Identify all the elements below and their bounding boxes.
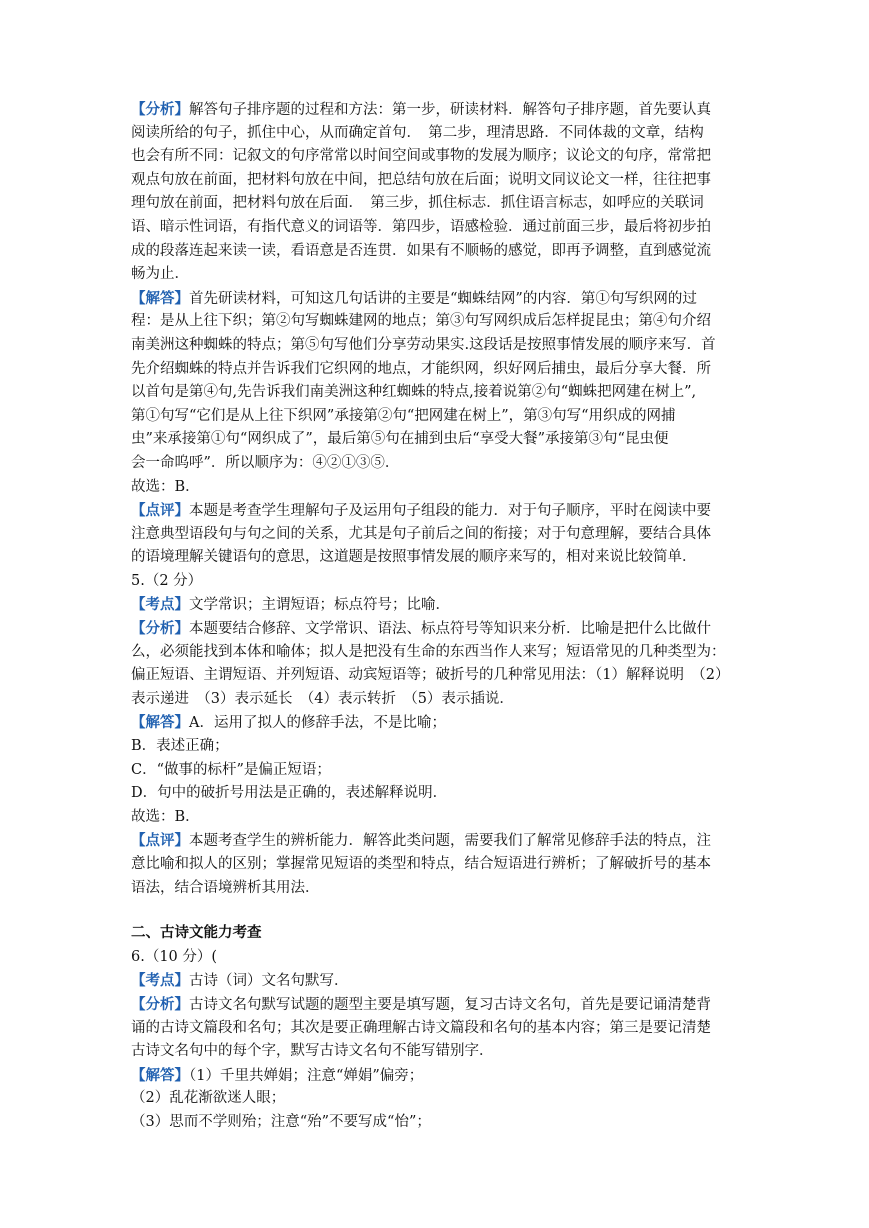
q4-answer-line: 【解答】首先研读材料，可知这几句话讲的主要是“蜘蛛结网”的内容．第①句写织网的过 (131, 289, 697, 307)
q6-analysis-line: 【分析】古诗文名句默写试题的题型主要是填写题，复习古诗文名句，首先是要记诵清楚背 (131, 995, 711, 1013)
q4-answer-line: 南美洲这种蜘蛛的特点；第⑤句写他们分享劳动果实.这段话是按照事情发展的顺序来写．首 (131, 336, 716, 353)
q4-comment-line: 注意典型语段句与句之间的关系，尤其是句子前后之间的衔接；对于句意理解，要结合具体 (131, 525, 711, 542)
q6-answer-line: （3）思而不学则殆；注意“殆”不要写成“怡”； (131, 1113, 431, 1130)
q5-header: 5.（2 分） (131, 572, 203, 589)
q5-answer-line: C．“做事的标杆”是偏正短语； (131, 761, 331, 778)
q4-analysis-line: 阅读所给的句子，抓住中心，从而确定首句． 第二步，理清思路．不同体裁的文章，结构 (131, 124, 704, 141)
analysis-tag: 【分析】 (131, 101, 189, 118)
q4-answer-line: 程：是从上往下织；第②句写蜘蛛建网的地点；第③句写网织成后怎样捉昆虫；第④句介绍 (131, 313, 711, 330)
q4-answer-line: 第①句写“它们是从上往下织网”承接第②句“把网建在树上”，第③句写“用织成的网捕 (131, 407, 676, 424)
q4-analysis-line: 也会有所不同：记叙文的句序常常以时间空间或事物的发展为顺序；议论文的句序，常常把 (131, 148, 711, 165)
q4-choice: 故选：B． (131, 478, 200, 495)
answer-tag: 【解答】 (131, 714, 189, 732)
q5-kaodian: 【考点】文学常识；主谓短语；标点符号；比喻． (131, 596, 450, 614)
q4-analysis-line: 【分析】解答句子排序题的过程和方法：第一步，研读材料．解答句子排序题，首先要认真 (131, 101, 711, 118)
q4-answer-line: 会一命呜呼”．所以顺序为：④②①③⑤． (131, 454, 400, 471)
q5-comment-line: 意比喻和拟人的区别；掌握常见短语的类型和特点，结合短语进行辨析；了解破折号的基本 (131, 856, 711, 872)
q6-analysis-line: 诵的古诗文篇段和名句；其次是要正确理解古诗文篇段和名句的基本内容；第三是要记清楚 (131, 1019, 711, 1036)
answer-tag: 【解答】 (131, 289, 189, 307)
q5-comment-line: 语法，结合语境辨析其用法． (131, 879, 320, 896)
q5-comment-line: 【点评】本题考查学生的辨析能力．解答此类问题，需要我们了解常见修辞手法的特点，注 (131, 832, 711, 850)
q4-comment-line: 的语境理解关键语句的意思，这道题是按照事情发展的顺序来写的，相对来说比较简单． (131, 549, 697, 566)
analysis-tag: 【分析】 (131, 620, 189, 638)
q4-analysis-line: 语、暗示性词语，有指代意义的词语等．第四步，语感检验．通过前面三步，最后将初步拍 (131, 218, 711, 235)
q6-analysis-line: 古诗文名句中的每个字，默写古诗文名句不能写错别字． (131, 1043, 494, 1060)
q4-comment-line: 【点评】本题是考查学生理解句子及运用句子组段的能力．对于句子顺序，平时在阅读中要 (131, 502, 711, 520)
q5-analysis-line: 表示递进 （3）表示延长 （4）表示转折 （5）表示插说． (131, 690, 514, 707)
comment-tag: 【点评】 (131, 502, 189, 520)
q5-choice: 故选：B． (131, 808, 200, 825)
q4-answer-line: 先介绍蜘蛛的特点并告诉我们它织网的地点，才能织网，织好网后捕虫，最后分享大餐．所 (131, 360, 711, 377)
kaodian-tag: 【考点】 (131, 596, 189, 614)
q5-answer-line: 【解答】A．运用了拟人的修辞手法，不是比喻； (131, 714, 446, 732)
q5-answer-line: B．表述正确； (131, 738, 229, 755)
q6-kaodian: 【考点】古诗（词）文名句默写． (131, 972, 349, 990)
q6-answer-line: 【解答】（1）千里共婵娟；注意“婵娟”偏旁； (131, 1066, 424, 1084)
q5-analysis-line: 么，必须能找到本体和喻体；拟人是把没有生命的东西当作人来写；短语常见的几种类型为： (131, 643, 726, 660)
q4-analysis-line: 畅为止． (131, 266, 189, 283)
kaodian-tag: 【考点】 (131, 972, 189, 990)
q4-answer-line: 以首句是第④句,先告诉我们南美洲这种红蜘蛛的特点,接着说第②句“蜘蛛把网建在树上”, (131, 384, 697, 401)
q4-analysis-line: 理句放在前面，把材料句放在后面． 第三步，抓住标志．抓住语言标志，如呼应的关联词 (131, 195, 704, 212)
q5-analysis-line: 【分析】本题要结合修辞、文学常识、语法、标点符号等知识来分析．比喻是把什么比做什 (131, 620, 711, 638)
comment-tag: 【点评】 (131, 832, 189, 850)
page-content (131, 98, 743, 1135)
q5-answer-line: D．句中的破折号用法是正确的，表述解释说明． (131, 785, 448, 802)
analysis-tag: 【分析】 (131, 995, 189, 1013)
answer-tag: 【解答】 (131, 1066, 189, 1084)
q4-analysis-line: 观点句放在前面，把材料句放在中间，把总结句放在后面；说明文同议论文一样，往往把事 (131, 171, 711, 188)
q6-header: 6.（10 分）( (131, 948, 218, 965)
section-heading: 二、古诗文能力考查 (131, 925, 262, 942)
q6-answer-line: （2）乱花渐欲迷人眼； (131, 1090, 286, 1107)
section-spacer (131, 900, 743, 922)
q4-answer-line: 虫”来承接第①句“网织成了”，最后第⑤句在捕到虫后“享受大餐”承接第③句“昆虫便 (131, 431, 669, 448)
q5-analysis-line: 偏正短语、主谓短语、并列短语、动宾短语等；破折号的几种常见用法：（1）解释说明 （2） (131, 667, 730, 684)
q4-analysis-line: 成的段落连起来读一读，看语意是否连贯．如果有不顺畅的感觉，即再予调整，直到感觉流 (131, 242, 711, 259)
